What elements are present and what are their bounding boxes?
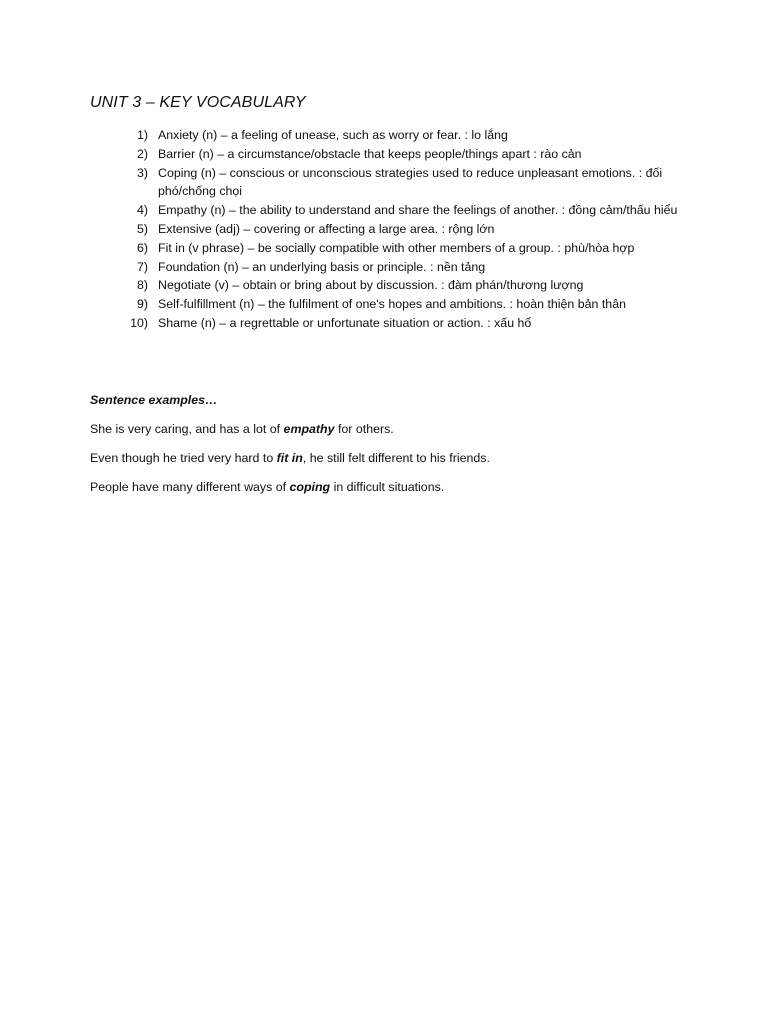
- vocabulary-definition: Barrier (n) – a circumstance/obstacle that keeps people/things apart : rào cản: [158, 146, 582, 161]
- vocabulary-definition: Negotiate (v) – obtain or bring about by discussion. : đàm phán/thương lượng: [158, 278, 584, 293]
- example-sentence: [90, 480, 444, 494]
- example-text: She is very caring, and has a lot of: [90, 422, 284, 436]
- vocabulary-item: [0, 164, 678, 202]
- example-sentence: [90, 422, 394, 436]
- vocabulary-item: [0, 201, 678, 220]
- vocabulary-definition: Self-fulfillment (n) – the fulfilment of one's hopes and ambitions. : hoàn thiện bản thân: [158, 297, 626, 312]
- example-text: in difficult situations.: [330, 480, 445, 494]
- vocabulary-definition: Coping (n) – conscious or unconscious strategies used to reduce unpleasant emotions. : đối phó/chống chọi: [158, 165, 663, 199]
- vocabulary-definition: Anxiety (n) – a feeling of unease, such as worry or fear. : lo lắng: [158, 128, 508, 142]
- vocabulary-item: [0, 126, 678, 145]
- vocabulary-item: [0, 276, 678, 295]
- vocabulary-number: 10): [130, 315, 148, 330]
- vocabulary-item: [0, 258, 678, 277]
- vocabulary-definition: Empathy (n) – the ability to understand and share the feelings of another. : đồng cảm/thấu hiểu: [158, 203, 678, 218]
- example-text: , he still felt different to his friends.: [302, 451, 490, 465]
- example-sentence: [90, 451, 490, 465]
- vocabulary-number: 9): [136, 297, 148, 312]
- vocabulary-item: [0, 295, 678, 314]
- vocabulary-item: [0, 220, 678, 239]
- vocabulary-number: 7): [136, 259, 148, 274]
- vocabulary-definition: Foundation (n) – an underlying basis or principle. : nền tảng: [158, 259, 486, 274]
- vocabulary-item: [0, 314, 678, 333]
- vocabulary-number: 3): [136, 165, 148, 180]
- page-title: UNIT 3 – KEY VOCABULARY: [90, 94, 306, 111]
- vocabulary-number: 4): [136, 203, 148, 218]
- sentence-examples-heading: Sentence examples…: [90, 393, 218, 407]
- example-text: People have many different ways of: [90, 480, 290, 494]
- vocabulary-list: [0, 126, 768, 333]
- vocabulary-definition: Shame (n) – a regrettable or unfortunate situation or action. : xấu hổ: [158, 315, 532, 330]
- vocabulary-number: 8): [136, 278, 148, 293]
- example-text: for others.: [334, 422, 394, 436]
- example-text: Even though he tried very hard to: [90, 451, 277, 465]
- vocabulary-number: 2): [136, 146, 148, 161]
- example-keyword: fit in: [276, 451, 303, 465]
- example-keyword: coping: [289, 480, 331, 494]
- vocabulary-definition: Fit in (v phrase) – be socially compatible with other members of a group. : phù/hòa hợp: [158, 240, 635, 255]
- vocabulary-number: 1): [136, 128, 148, 142]
- vocabulary-number: 6): [136, 240, 148, 255]
- vocabulary-item: [0, 239, 678, 258]
- vocabulary-number: 5): [136, 221, 148, 236]
- vocabulary-definition: Extensive (adj) – covering or affecting a large area. : rộng lớn: [158, 221, 495, 236]
- example-keyword: empathy: [283, 422, 335, 436]
- vocabulary-item: [0, 145, 678, 164]
